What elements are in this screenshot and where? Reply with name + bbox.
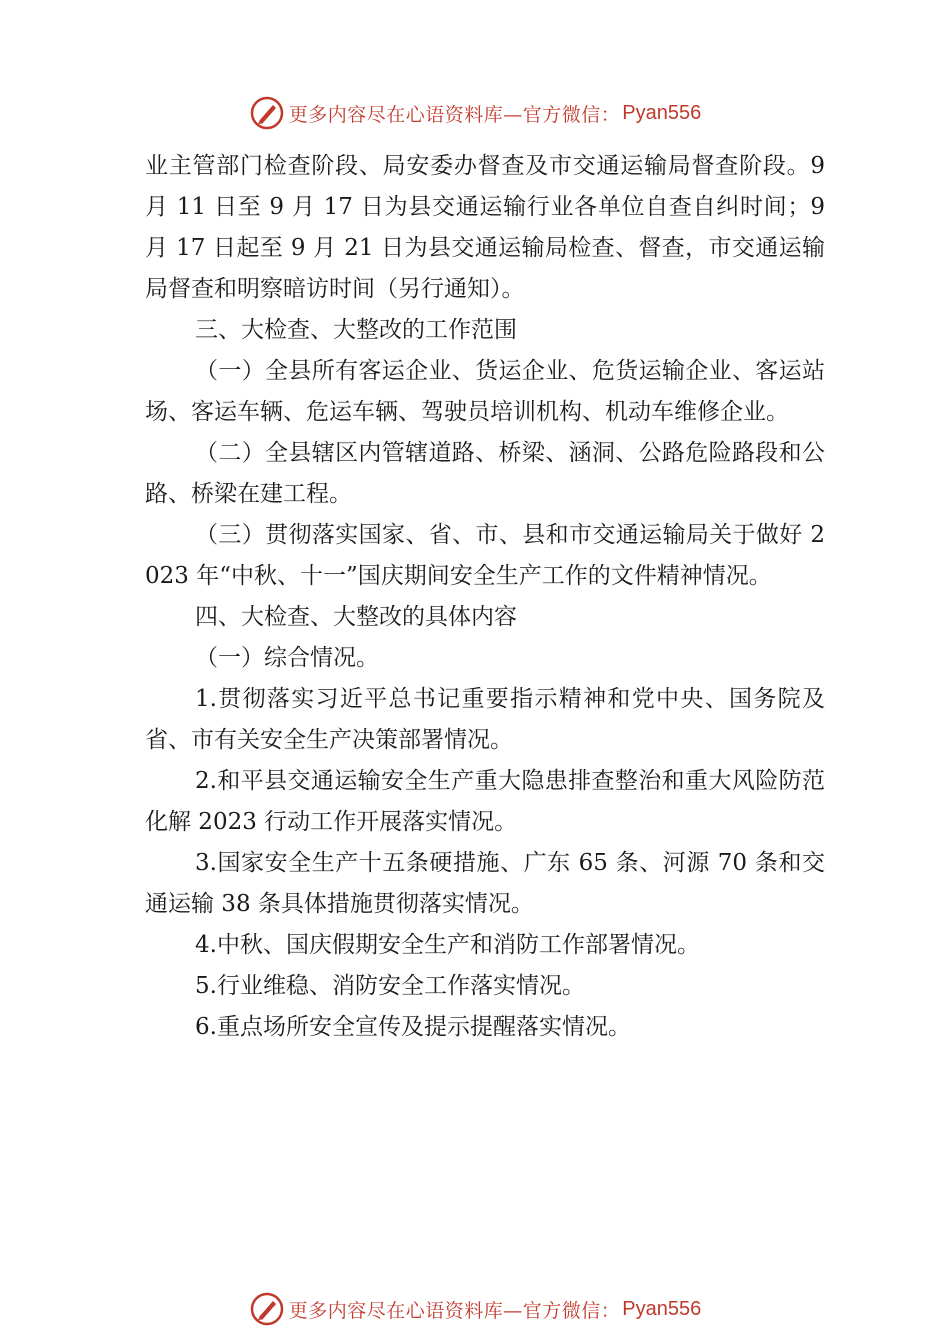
document-body bbox=[145, 146, 825, 1048]
footer-banner-id: Pyan556 bbox=[622, 1297, 702, 1320]
list-item-2: 2.和平县交通运输安全生产重大隐患排查整治和重大风险防范化解 2023 行动工作开展落实情况。 bbox=[145, 768, 825, 835]
footer-banner-text: 更多内容尽在心语资料库—官方微信： bbox=[288, 1299, 621, 1322]
paragraph-scope-2: （二）全县辖区内管辖道路、桥梁、涵洞、公路危险路段和公路、桥梁在建工程。 bbox=[145, 440, 825, 507]
header-banner-id: Pyan556 bbox=[622, 101, 702, 124]
paragraph-scope-3: （三）贯彻落实国家、省、市、县和市交通运输局关于做好 2023 年“中秋、十一”国庆期间安全生产工作的文件精神情况。 bbox=[145, 522, 825, 589]
pen-seal-logo-icon bbox=[249, 95, 285, 131]
list-item-3: 3.国家安全生产十五条硬措施、广东 65 条、河源 70 条和交通运输 38 条具体措施贯彻落实情况。 bbox=[145, 850, 825, 917]
list-item-1: 1.贯彻落实习近平总书记重要指示精神和党中央、国务院及省、市有关安全生产决策部署情况。 bbox=[145, 686, 825, 753]
section-heading-scope: 三、大检查、大整改的工作范围 bbox=[195, 317, 517, 343]
paragraph-1: 业主管部门检查阶段、局安委办督查及市交通运输局督查阶段。9 月 11 日至 9 月 17 日为县交通运输行业各单位自查自纠时间；9 月 17 日起至 9 月 21 日为县交通运输局检查、督查，市交通运输局督查和明察暗访时间（另行通知）。 bbox=[145, 153, 825, 302]
paragraph-scope-1: （一）全县所有客运企业、货运企业、危货运输企业、客运站场、客运车辆、危运车辆、驾驶员培训机构、机动车维修企业。 bbox=[145, 358, 825, 425]
list-item-4: 4.中秋、国庆假期安全生产和消防工作部署情况。 bbox=[195, 932, 700, 958]
header-banner-text: 更多内容尽在心语资料库—官方微信： bbox=[288, 103, 621, 126]
header-banner bbox=[0, 93, 950, 133]
footer-banner bbox=[0, 1289, 950, 1329]
list-item-6: 6.重点场所安全宣传及提示提醒落实情况。 bbox=[195, 1014, 631, 1040]
subsection-heading-general: （一）综合情况。 bbox=[195, 645, 379, 671]
list-item-5: 5.行业维稳、消防安全工作落实情况。 bbox=[195, 973, 585, 999]
pen-seal-logo-icon bbox=[249, 1291, 285, 1327]
section-heading-content: 四、大检查、大整改的具体内容 bbox=[195, 604, 517, 630]
